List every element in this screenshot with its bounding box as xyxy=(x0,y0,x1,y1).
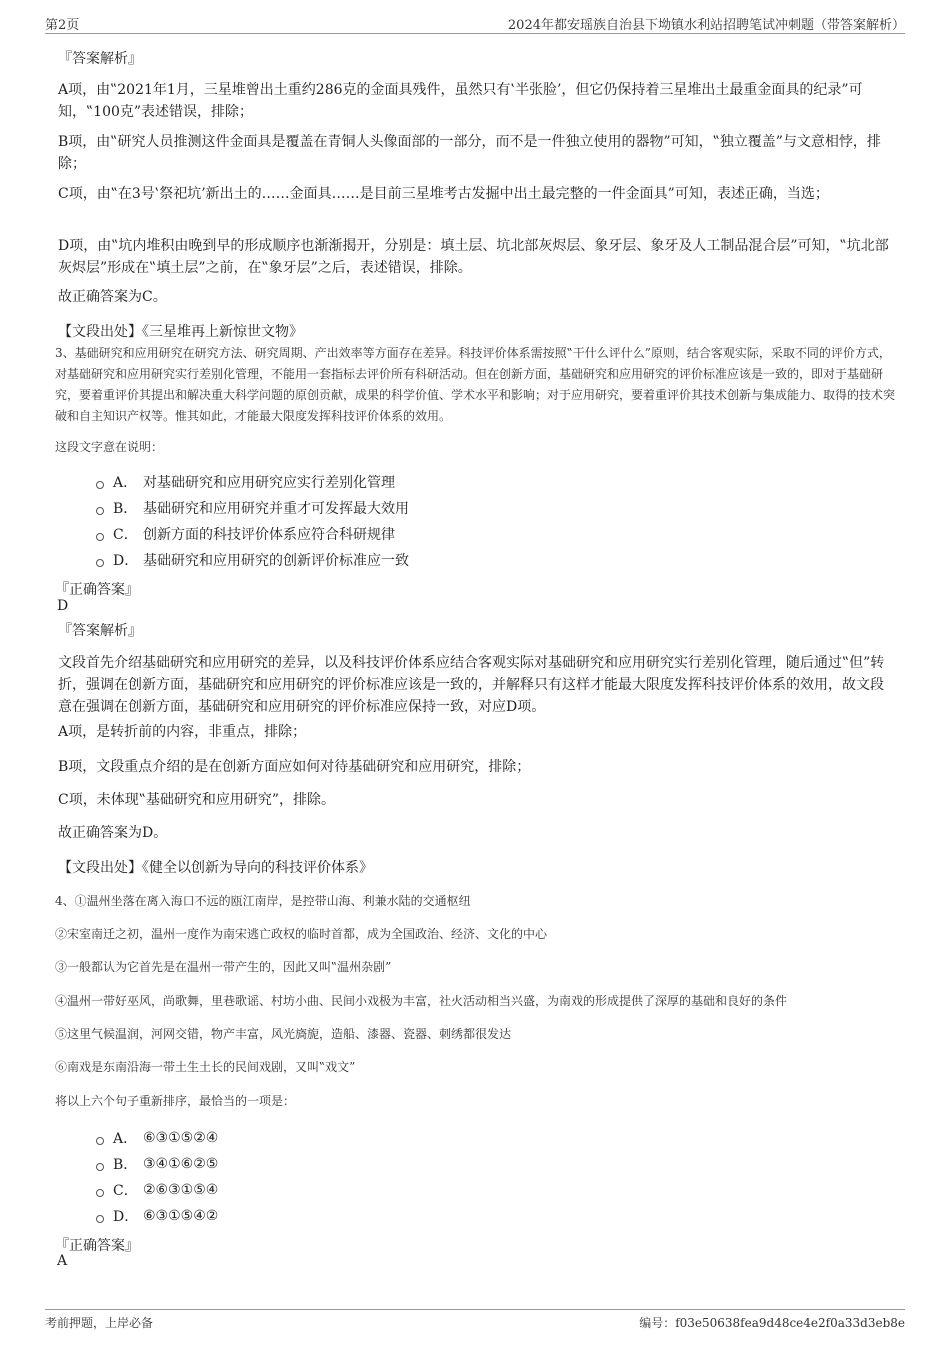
page-number: 第2页 xyxy=(45,18,80,33)
radio-icon[interactable] xyxy=(96,481,104,489)
option-c[interactable] xyxy=(96,524,395,544)
option-d[interactable] xyxy=(96,550,409,570)
option-text: 对基础研究和应用研究应实行差别化管理 xyxy=(143,475,395,491)
analysis-paragraph: A项，由‟2021年1月，三星堆曾出土重约286克的金面具残件，虽然只有‛半张脸’，但它仍保持着三星堆出土最重金面具的纪录”可知，‟100克”表述错误，排除； xyxy=(58,82,863,120)
option-letter: D． xyxy=(113,1209,139,1225)
analysis-paragraph: 文段首先介绍基础研究和应用研究的差异，以及科技评价体系应结合客观实际对基础研究和应用研究实行差别化管理，随后通过‟但”转折，强调在创新方面，基础研究和应用研究的评价标准应该是一致的，并解释只有这样才能最大限度发挥科技评价体系的效用，故文段意在强调在创新方面，基础研究和应用研究的评价标准应保持一致，对应D项。 xyxy=(58,655,885,715)
question-stem: 3、基础研究和应用研究在研究方法、研究周期、产出效率等方面存在差异。科技评价体系需按照‟干什么评什么”原则，结合客观实际，采取不同的评价方式，对基础研究和应用研究实行差别化管理，不能用一套指标去评价所有科研活动。但在创新方面，基础研究和应用研究的评价标准应该是一致的，即对于基础研究，要着重评价其提出和解决重大科学问题的原创贡献，成果的科学价值、学术水平和影响；对于应用研究，要着重评价其技术创新与集成能力、取得的技术突破和自主知识产权等。惟其如此，才能最大限度发挥科技评价体系的效用。 xyxy=(55,346,896,423)
option-a[interactable] xyxy=(96,1128,218,1148)
correct-answer: D xyxy=(57,598,69,614)
analysis-conclusion: 故正确答案为C。 xyxy=(58,289,167,305)
option-a[interactable] xyxy=(96,472,395,492)
footer-slogan: 考前押题，上岸必备 xyxy=(45,1316,154,1330)
option-letter: C． xyxy=(113,1183,138,1199)
analysis-paragraph: B项，文段重点介绍的是在创新方面应如何对待基础研究和应用研究，排除； xyxy=(58,759,531,775)
analysis-conclusion: 故正确答案为D。 xyxy=(58,825,168,841)
option-text: 基础研究和应用研究的创新评价标准应一致 xyxy=(143,553,409,569)
correct-answer: A xyxy=(57,1253,68,1269)
analysis-paragraph: C项，未体现‟基础研究和应用研究”，排除。 xyxy=(58,792,336,808)
option-b[interactable] xyxy=(96,498,409,518)
radio-icon[interactable] xyxy=(96,1189,104,1197)
radio-icon[interactable] xyxy=(96,533,104,541)
analysis-paragraph: B项，由‟研究人员推测这件金面具是覆盖在青铜人头像面部的一部分，而不是一件独立使用的器物”可知，‟独立覆盖”与文意相悖，排除； xyxy=(58,134,881,172)
analysis-paragraph: A项，是转折前的内容，非重点，排除； xyxy=(58,724,307,740)
radio-icon[interactable] xyxy=(96,559,104,567)
passage-source: 【文段出处】《三星堆再上新惊世文物》 xyxy=(58,324,303,340)
option-letter: A． xyxy=(113,1131,138,1147)
sentence-item: ④温州一带好巫风，尚歌舞，里巷歌谣、村坊小曲、民间小戏极为丰富，社火活动相当兴盛，为南戏的形成提供了深厚的基础和良好的条件 xyxy=(55,994,788,1008)
footer-divider xyxy=(45,1309,905,1310)
option-text: ②⑥③①⑤④ xyxy=(143,1182,219,1198)
correct-answer-tag: 『正确答案』 xyxy=(55,1238,139,1254)
option-text: ⑥③①⑤②④ xyxy=(143,1130,219,1146)
option-text: 创新方面的科技评价体系应符合科研规律 xyxy=(143,527,395,543)
option-text: ⑥③①⑤④② xyxy=(143,1208,219,1224)
sentence-item: ②宋室南迁之初，温州一度作为南宋逃亡政权的临时首都，成为全国政治、经济、文化的中心 xyxy=(55,927,548,941)
option-d[interactable] xyxy=(96,1206,218,1226)
sentence-item: ③一般都认为它首先是在温州一带产生的，因此又叫‟温州杂剧” xyxy=(55,960,392,974)
question-prompt: 这段文字意在说明： xyxy=(55,440,164,454)
document-title: 2024年都安瑶族自治县下坳镇水利站招聘笔试冲刺题（带答案解析） xyxy=(507,18,905,33)
answer-analysis-tag: 『答案解析』 xyxy=(58,623,142,639)
correct-answer-tag: 『正确答案』 xyxy=(55,582,139,598)
analysis-paragraph: D项，由‟坑内堆积由晚到早的形成顺序也渐渐揭开，分别是：填土层、坑北部灰烬层、象牙层、象牙及人工制品混合层”可知，‟坑北部灰烬层”形成在‟填土层”之前，在‟象牙层”之后，表述错误，排除。 xyxy=(58,238,889,276)
analysis-paragraph: C项，由‟在3号‛祭祀坑’新出土的……金面具……是目前三星堆考古发掘中出土最完整的一件金面具”可知，表述正确，当选； xyxy=(58,186,829,202)
option-b[interactable] xyxy=(96,1154,218,1174)
answer-analysis-tag: 『答案解析』 xyxy=(58,51,142,67)
header-divider xyxy=(45,33,905,34)
sentence-item: ⑥南戏是东南沿海一带土生土长的民间戏剧，又叫‟戏文” xyxy=(55,1060,356,1074)
option-letter: A． xyxy=(113,475,138,491)
sentence-item: 4、①温州坐落在离入海口不远的瓯江南岸，是控带山海、利兼水陆的交通枢纽 xyxy=(55,894,471,908)
option-text: 基础研究和应用研究并重才可发挥最大效用 xyxy=(143,501,409,517)
option-letter: C． xyxy=(113,527,138,543)
option-letter: D． xyxy=(113,553,139,569)
radio-icon[interactable] xyxy=(96,1215,104,1223)
option-text: ③④①⑥②⑤ xyxy=(143,1156,219,1172)
sentence-item: ⑤这里气候温润，河网交错，物产丰富，风光旖旎，造船、漆器、瓷器、刺绣都很发达 xyxy=(55,1027,512,1041)
passage-source: 【文段出处】《健全以创新为导向的科技评价体系》 xyxy=(58,860,373,876)
document-id: 编号：f03e50638fea9d48ce4e2f0a33d3eb8e xyxy=(639,1316,905,1330)
question-prompt: 将以上六个句子重新排序，最恰当的一项是： xyxy=(55,1094,296,1108)
radio-icon[interactable] xyxy=(96,1163,104,1171)
radio-icon[interactable] xyxy=(96,507,104,515)
option-letter: B． xyxy=(113,1157,138,1173)
option-c[interactable] xyxy=(96,1180,218,1200)
option-letter: B． xyxy=(113,501,138,517)
radio-icon[interactable] xyxy=(96,1137,104,1145)
